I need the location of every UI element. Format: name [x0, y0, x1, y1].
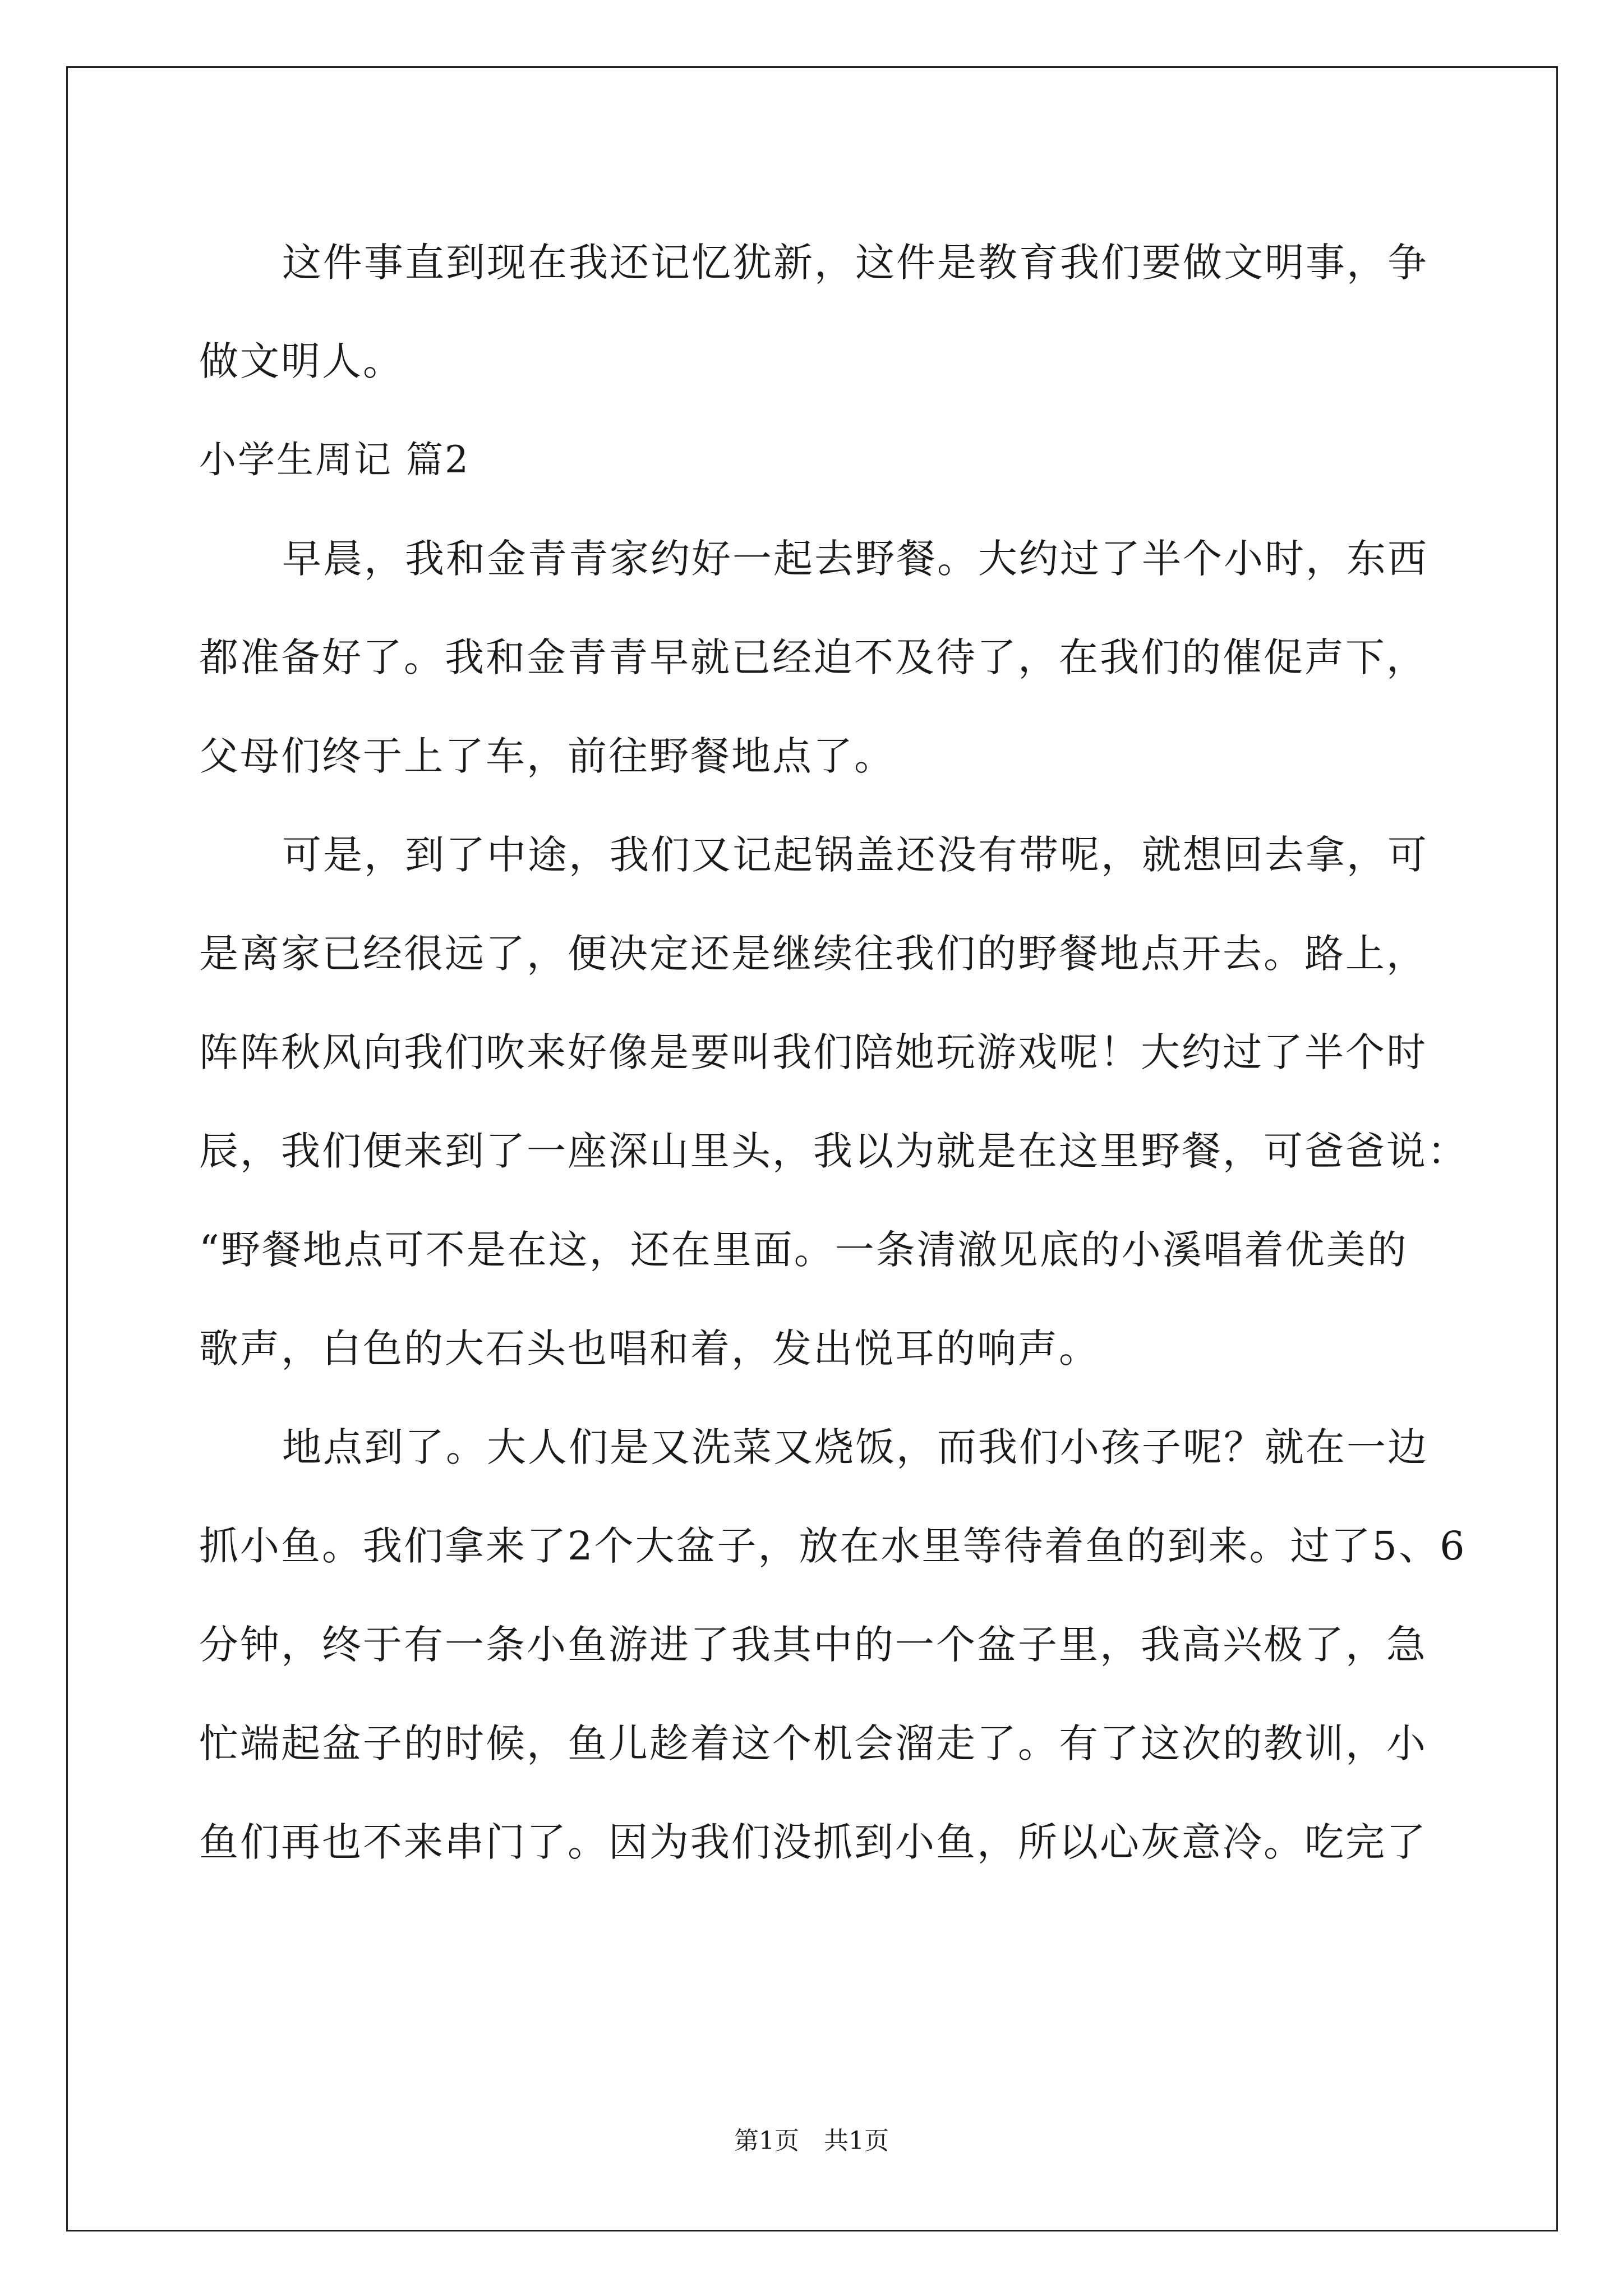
- paragraph-line: 阵阵秋风向我们吹来好像是要叫我们陪她玩游戏呢！大约过了半个时: [199, 1029, 1427, 1075]
- paragraph-line: 做文明人。: [199, 338, 404, 384]
- paragraph-line: 辰，我们便来到了一座深山里头，我以为就是在这里野餐，可爸爸说：: [199, 1128, 1468, 1174]
- document-body: [199, 213, 1489, 1892]
- paragraph-line: 这件事直到现在我还记忆犹新，这件是教育我们要做文明事，争: [282, 240, 1428, 286]
- paragraph-line: 是离家已经很远了，便决定还是继续往我们的野餐地点开去。路上，: [199, 931, 1427, 977]
- paragraph-line: 忙端起盆子的时候，鱼儿趁着这个机会溜走了。有了这次的教训，小: [199, 1720, 1427, 1766]
- paragraph-line: 父母们终于上了车，前往野餐地点了。: [199, 733, 895, 779]
- paragraph-line: “野餐地点可不是在这，还在里面。一条清澈见底的小溪唱着优美的: [199, 1227, 1408, 1273]
- page-footer: 第1页 共1页: [734, 2127, 889, 2155]
- paragraph-line: 歌声，白色的大石头也唱和着，发出悦耳的响声。: [199, 1326, 1100, 1372]
- paragraph-line: 抓小鱼。我们拿来了2个大盆子，放在水里等待着鱼的到来。过了5、6: [199, 1523, 1467, 1569]
- paragraph-line: 鱼们再也不来串门了。因为我们没抓到小鱼，所以心灰意冷。吃完了: [199, 1819, 1427, 1865]
- paragraph-line: 地点到了。大人们是又洗菜又烧饭，而我们小孩子呢？就在一边: [282, 1424, 1428, 1470]
- section-heading: 小学生周记 篇2: [199, 438, 470, 481]
- paragraph-line: 早晨，我和金青青家约好一起去野餐。大约过了半个小时，东西: [282, 536, 1428, 582]
- paragraph-line: 分钟，终于有一条小鱼游进了我其中的一个盆子里，我高兴极了，急: [199, 1622, 1427, 1668]
- paragraph-line: 可是，到了中途，我们又记起锅盖还没有带呢，就想回去拿，可: [282, 832, 1428, 878]
- paragraph-line: 都准备好了。我和金青青早就已经迫不及待了，在我们的催促声下，: [199, 634, 1427, 680]
